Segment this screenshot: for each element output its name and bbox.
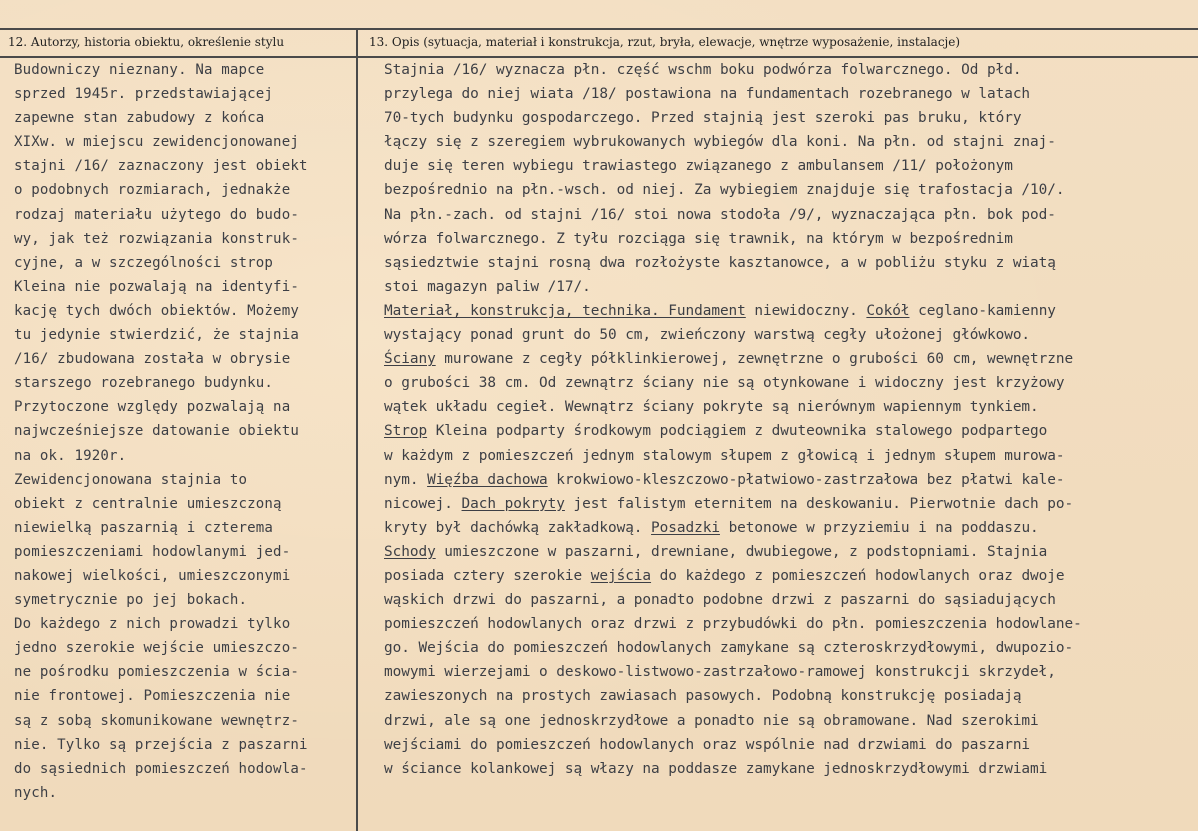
description-segment: nicowej. (384, 495, 462, 512)
section-keyword: Strop (384, 423, 428, 440)
description-segment: ceglano-kamienny (909, 302, 1056, 319)
description-line (384, 757, 1082, 781)
description-line (384, 419, 1082, 443)
description-segment: w każdym z pomieszczeń jednym stalowym słupem z głowicą i jednym słupem murowa- (384, 447, 1065, 464)
description-text (384, 58, 1082, 781)
description-segment: krokwiowo-kleszczowo-płatwiowo-zastrzałowa bez płatwi kale- (547, 471, 1065, 488)
description-segment: Na płn.-zach. od stajni /16/ stoi nowa stodoła /9/, wyznaczająca płn. bok pod- (384, 206, 1056, 223)
description-segment: betonowe w przyziemiu i na poddaszu. (719, 519, 1039, 536)
history-line: sprzed 1945r. przedstawiającej (14, 86, 274, 103)
history-line: symetrycznie po jej bokach. (14, 592, 248, 609)
history-line: Kleina nie pozwalają na identyfi- (14, 278, 299, 295)
left-column-heading: 12. Autorzy, historia obiektu, określenie stylu (8, 35, 285, 49)
history-line: ne pośrodku pomieszczenia w ścia- (14, 664, 299, 681)
description-line (384, 203, 1082, 227)
description-line (384, 106, 1082, 130)
description-segment: Kleina podparty środkowym podciągiem z dwuteownika stalowego podpartego (427, 423, 1048, 440)
section-keyword: Cokół (866, 302, 910, 319)
description-segment: w ściance kolankowej są włazy na poddasze zamykane jednoskrzydłowymi drzwiami (384, 760, 1048, 777)
history-line: stajni /16/ zaznaczony jest obiekt (14, 158, 308, 175)
description-segment: do każdego z pomieszczeń hodowlanych oraz dwoje (651, 567, 1065, 584)
section-keyword: Posadzki (651, 519, 720, 536)
right-column-heading: 13. Opis (sytuacja, materiał i konstrukcja, rzut, bryła, elewacje, wnętrze wyposażenie, instalacje) (369, 35, 961, 49)
section-keyword: Materiał, konstrukcja, technika. Fundament (384, 302, 746, 319)
description-segment: łączy się z szeregiem wybrukowanych wybiegów dla koni. Na płn. od stajni znaj- (384, 134, 1056, 151)
description-segment: duje się teren wybiegu trawiastego związanego z ambulansem /11/ położonym (384, 158, 1013, 175)
description-segment: niewidoczny. (745, 302, 867, 319)
section-keyword: Więźba dachowa (427, 471, 548, 488)
history-line: niewielką paszarnią i czterema (14, 519, 274, 536)
history-text (14, 58, 308, 805)
description-segment: wątek układu cegieł. Wewnątrz ściany pokryte są nierównym wapiennym tynkiem. (384, 399, 1039, 416)
section-keyword: wejścia (590, 567, 652, 584)
history-line: są z sobą skomunikowane wewnętrz- (14, 712, 299, 729)
description-line (384, 588, 1082, 612)
description-line (384, 709, 1082, 733)
description-segment: umieszczone w paszarni, drewniane, dwubiegowe, z podstopniami. Stajnia (435, 543, 1048, 560)
history-line: do sąsiednich pomieszczeń hodowla- (14, 760, 308, 777)
description-segment: o grubości 38 cm. Od zewnątrz ściany nie są otynkowane i widoczny jest krzyżowy (384, 375, 1065, 392)
description-line (384, 227, 1082, 251)
history-line: cyjne, a w szczególności strop (14, 254, 274, 271)
description-segment: mowymi wierzejami o deskowo-listwowo-zastrzałowo-ramowej konstrukcji skrzydeł, (384, 664, 1056, 681)
history-line: wy, jak też rozwiązania konstruk- (14, 230, 299, 247)
description-line (384, 492, 1082, 516)
description-line (384, 58, 1082, 82)
history-line: na ok. 1920r. (14, 447, 127, 464)
description-segment: Stajnia /16/ wyznacza płn. część wschm boku podwórza folwarcznego. Od płd. (384, 62, 1022, 78)
history-line: Przytoczone względy pozwalają na (14, 399, 291, 416)
section-keyword: Dach pokryty (461, 495, 565, 512)
description-segment: sąsiedztwie stajni rosną dwa rozłożyste kasztanowce, a w pobliżu styku z wiatą (384, 254, 1056, 271)
history-line: starszego rozebranego budynku. (14, 375, 274, 392)
description-line (384, 323, 1082, 347)
history-line: pomieszczeniami hodowlanymi jed- (14, 543, 291, 560)
description-line (384, 468, 1082, 492)
description-segment: 70-tych budynku gospodarczego. Przed stajnią jest szeroki pas bruku, który (384, 110, 1022, 127)
description-segment: wórza folwarcznego. Z tyłu rozciąga się trawnik, na którym w bezpośrednim (384, 230, 1013, 247)
description-segment: stoi magazyn paliw /17/. (384, 278, 591, 295)
history-line: nie frontowej. Pomieszczenia nie (14, 688, 291, 705)
description-segment: posiada cztery szerokie (384, 567, 591, 584)
description-line (384, 82, 1082, 106)
description-line (384, 299, 1082, 323)
history-line: nakowej wielkości, umieszczonymi (14, 567, 291, 584)
description-line (384, 347, 1082, 371)
history-line: Zewidencjonowana stajnia to (14, 471, 248, 488)
description-line (384, 154, 1082, 178)
description-line (384, 371, 1082, 395)
description-segment: jest falistym eternitem na deskowaniu. Pierwotnie dach po- (564, 495, 1074, 512)
history-line: jedno szerokie wejście umieszczo- (14, 640, 299, 657)
history-line: tu jedynie stwierdzić, że stajnia (14, 327, 299, 344)
description-segment: kryty był dachówką zakładkową. (384, 519, 652, 536)
description-segment: go. Wejścia do pomieszczeń hodowlanych zamykane są czteroskrzydłowymi, dwupozio- (384, 640, 1074, 657)
history-line: o podobnych rozmiarach, jednakże (14, 182, 291, 199)
description-line (384, 636, 1082, 660)
description-line (384, 275, 1082, 299)
description-segment: nym. (384, 471, 428, 488)
description-segment: pomieszczeń hodowlanych oraz drzwi z przybudówki do płn. pomieszczenia hodowlane- (384, 616, 1082, 633)
history-line: rodzaj materiału użytego do budo- (14, 206, 299, 223)
description-line (384, 684, 1082, 708)
history-line: obiekt z centralnie umieszczoną (14, 495, 282, 512)
history-line: nie. Tylko są przejścia z paszarni (14, 736, 308, 753)
description-line (384, 251, 1082, 275)
description-line (384, 516, 1082, 540)
section-keyword: Schody (384, 543, 436, 560)
history-line: najwcześniejsze datowanie obiektu (14, 423, 299, 440)
description-segment: wystający ponad grunt do 50 cm, zwieńczony warstwą cegły ułożonej główkowo. (384, 327, 1031, 344)
history-line: Do każdego z nich prowadzi tylko (14, 616, 291, 633)
column-divider (356, 30, 358, 831)
history-line: nych. (14, 784, 58, 801)
description-segment: zawieszonych na prostych zawiasach pasowych. Podobną konstrukcję posiadają (384, 688, 1022, 705)
description-line (384, 612, 1082, 636)
top-rule (0, 28, 1198, 30)
description-segment: drzwi, ale są one jednoskrzydłowe a ponadto nie są obramowane. Nad szerokimi (384, 712, 1039, 729)
description-line (384, 564, 1082, 588)
description-segment: bezpośrednio na płn.-wsch. od niej. Za wybiegiem znajduje się trafostacja /10/. (384, 182, 1065, 199)
history-line: Budowniczy nieznany. Na mapce (14, 62, 265, 78)
description-line (384, 733, 1082, 757)
description-line (384, 540, 1082, 564)
description-line (384, 444, 1082, 468)
description-line (384, 130, 1082, 154)
description-segment: wąskich drzwi do paszarni, a ponadto podobne drzwi z paszarni do sąsiadujących (384, 592, 1056, 609)
description-line (384, 660, 1082, 684)
description-segment: przylega do niej wiata /18/ postawiona na fundamentach rozebranego w latach (384, 86, 1031, 103)
description-segment: murowane z cegły półklinkierowej, zewnętrzne o grubości 60 cm, wewnętrzne (435, 351, 1074, 368)
section-keyword: Ściany (384, 351, 436, 368)
description-segment: wejściami do pomieszczeń hodowlanych oraz wspólnie nad drzwiami do paszarni (384, 736, 1031, 753)
history-line: zapewne stan zabudowy z końca (14, 110, 265, 127)
description-line (384, 178, 1082, 202)
history-line: XIXw. w miejscu zewidencjonowanej (14, 134, 299, 151)
description-line (384, 395, 1082, 419)
history-line: kację tych dwóch obiektów. Możemy (14, 302, 299, 319)
history-line: /16/ zbudowana została w obrysie (14, 351, 291, 368)
